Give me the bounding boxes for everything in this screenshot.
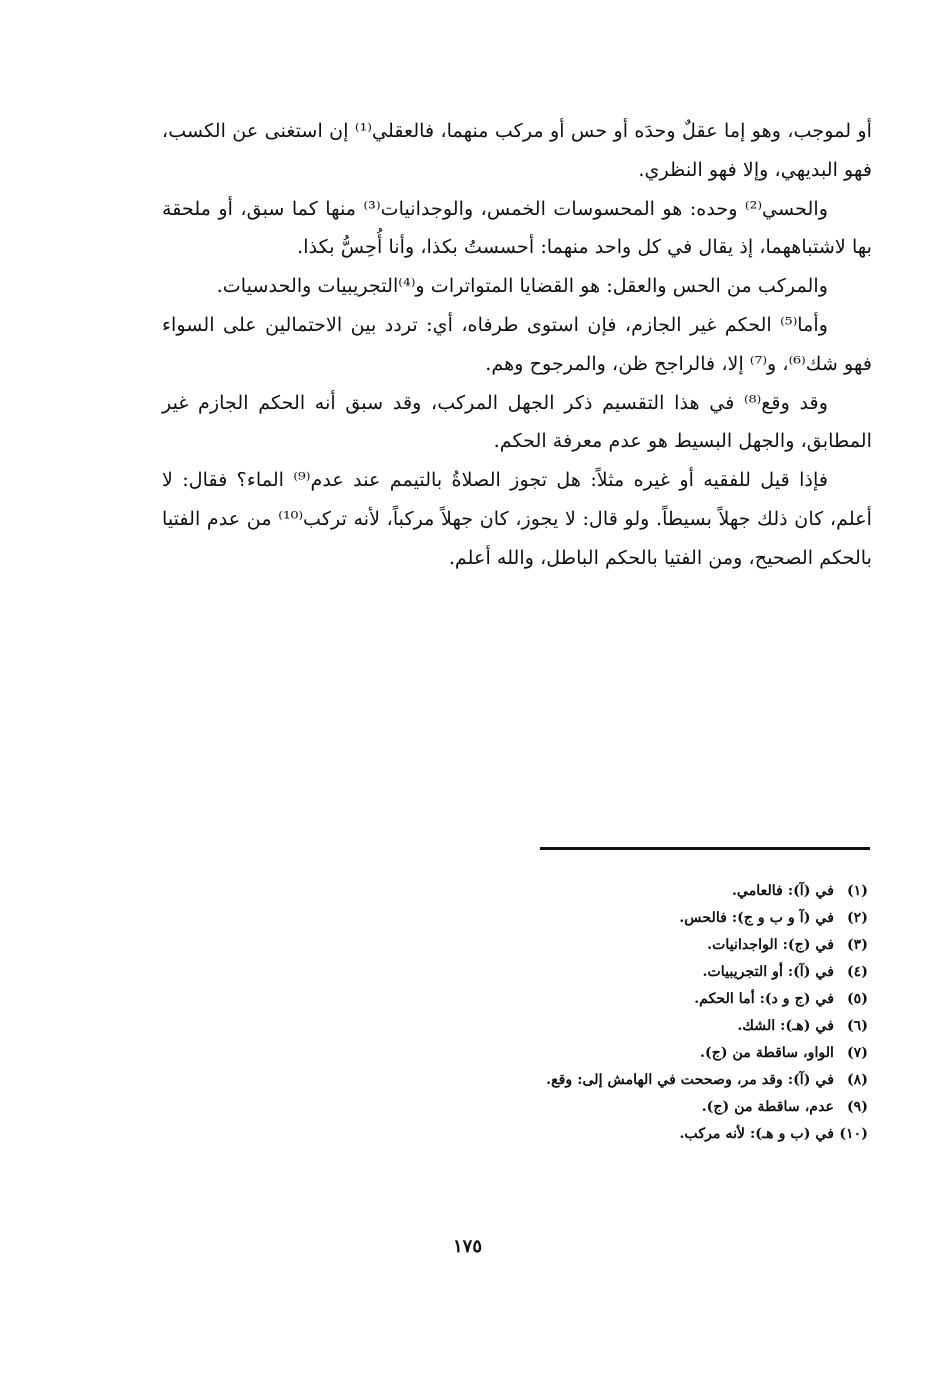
page-number: ١٧٥ (452, 1236, 482, 1257)
footnote-number: (١) (846, 883, 868, 899)
footnote-text: في (آ و ب و ج): فالحس. (679, 910, 834, 926)
paragraph: فإذا قيل للفقيه أو غيره مثلاً: هل تجوز الصلاةُ بالتيمم عند عدم⁽⁹⁾ الماء؟ فقال: لا أعلم، كان ذلك جهلاً بسيطاً. ولو قال: لا يجوز، كان جهلاً مركباً، لأنه تركب⁽¹⁰⁾ من عدم الفتيا بالحكم الصحيح، ومن الفتيا بالحكم الباطل، والله أعلم. (162, 468, 872, 569)
footnote-text: الواو، ساقطة من (ج). (700, 1045, 834, 1061)
paragraph: والمركب من الحس والعقل: هو القضايا المتواترات و⁽⁴⁾التجريبيات والحدسيات. (216, 274, 828, 298)
footnote-item (440, 1067, 868, 1094)
footnote-item (440, 905, 868, 932)
footnote-item (440, 878, 868, 905)
footnote-number: (٣) (846, 937, 868, 953)
footnote-text: في (ج و د): أما الحكم. (694, 991, 834, 1007)
footnote-text: في (آ): وقد مر، وصححت في الهامش إلى: وقع. (546, 1072, 834, 1088)
footnote-number: (٨) (846, 1072, 868, 1088)
footnote-item (440, 986, 868, 1013)
paragraph: أو لموجب، وهو إما عقلٌ وحدَه أو حس أو مركب منهما، فالعقلي⁽¹⁾ إن استغنى عن الكسب، فهو البديهي، وإلا فهو النظري. (162, 119, 872, 181)
footnote-separator (540, 847, 870, 850)
paragraph: وقد وقع⁽⁸⁾ في هذا التقسيم ذكر الجهل المركب، وقد سبق أنه الحكم الجازم غير المطابق، والجهل البسيط هو عدم معرفة الحكم. (162, 390, 872, 453)
footnote-item (440, 1040, 868, 1067)
footnote-number: (٩) (846, 1099, 868, 1115)
footnote-text: في (ج): الواجدانيات. (707, 937, 834, 953)
paragraph: وأما⁽⁵⁾ الحكم غير الجازم، فإن استوى طرفاه، أي: تردد بين الاحتمالين على السواء فهو شك⁽⁶⁾، و⁽⁷⁾ إلا، فالراجح ظن، والمرجوح وهم. (162, 312, 872, 375)
footnote-number: (٢) (846, 910, 868, 926)
footnote-text: في (آ): فالعامي. (731, 883, 834, 899)
footnotes (440, 878, 868, 1148)
footnote-item (440, 1013, 868, 1040)
paragraph: والحسي⁽²⁾ وحده: هو المحسوسات الخمس، والوجدانيات⁽³⁾ منها كما سبق، أو ملحقة بها لاشتباههما، إذ يقال في كل واحد منهما: أحسستُ بكذا، وأنا أُحِسُّ بكذا. (162, 196, 872, 259)
footnote-number: (٥) (846, 991, 868, 1007)
footnote-text: عدم، ساقطة من (ج). (701, 1099, 834, 1115)
footnote-number: (٦) (846, 1018, 868, 1034)
footnote-number: (٧) (846, 1045, 868, 1061)
main-text (162, 112, 872, 578)
footnote-item (440, 932, 868, 959)
footnote-text: في (هـ): الشك. (737, 1018, 834, 1034)
footnote-text: في (آ): أو التجريبيات. (702, 964, 834, 980)
footnote-text: في (ب و هـ): لأنه مركب. (679, 1126, 834, 1142)
footnote-item (440, 959, 868, 986)
footnote-item (440, 1121, 868, 1148)
footnote-item (440, 1094, 868, 1121)
footnote-number: (١٠) (839, 1126, 868, 1142)
footnote-number: (٤) (846, 964, 868, 980)
